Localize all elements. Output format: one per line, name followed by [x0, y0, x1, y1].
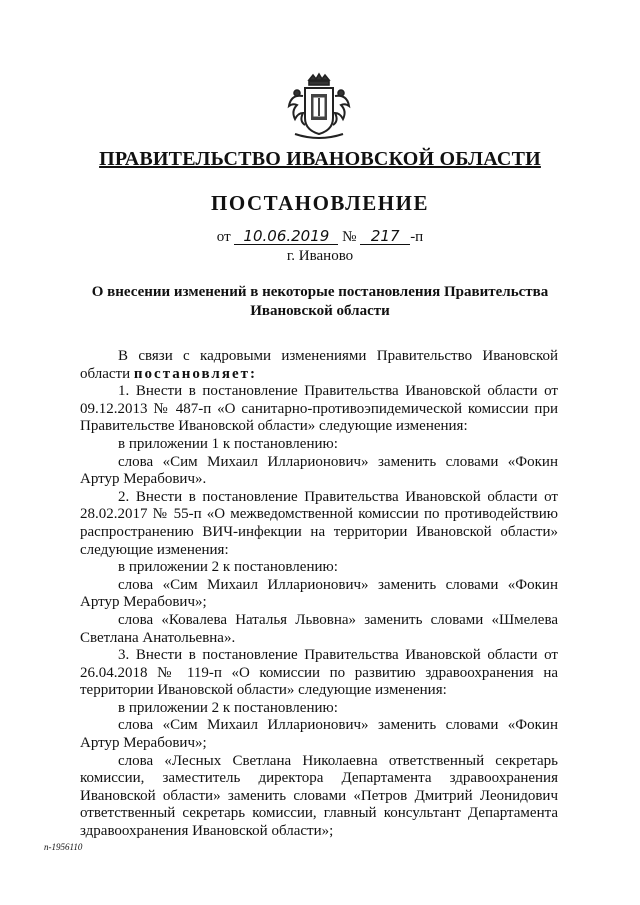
number-suffix: -п — [410, 229, 424, 245]
number-sign: № — [342, 229, 357, 245]
paragraph: слова «Ковалева Наталья Львовна» заменить словами «Шмелева Светлана Анатольевна». — [80, 611, 558, 646]
city: г. Иваново — [286, 248, 354, 264]
intro-paragraph — [80, 348, 558, 383]
government-name: ПРАВИТЕЛЬСТВО ИВАНОВСКОЙ ОБЛАСТИ — [99, 148, 541, 170]
paragraph: в приложении 1 к постановлению: — [118, 435, 338, 452]
date-prefix: от — [216, 229, 231, 245]
decree-word: постановляет: — [133, 365, 257, 382]
coat-of-arms-icon — [283, 72, 355, 144]
paragraph: слова «Сим Михаил Илларионович» заменить словами «Фокин Артур Мерабович»; — [80, 576, 558, 611]
paragraph: слова «Лесных Светлана Николаевна ответственный секретарь комиссии, заместитель директора Департамента здравоохранения Ивановской области» заменить словами «Петров Дмитрий Леонидович ответственный секретарь комиссии, главный консультант Департамента здравоохранения Ивановской области»; — [80, 752, 558, 840]
footer-code: п-1956110 — [44, 842, 83, 852]
paragraph: 3. Внести в постановление Правительства Ивановской области от 26.04.2018 № 119-п «О комиссии по развитию здравоохранения на территории Ивановской области» следующие изменения: — [80, 647, 558, 699]
decree-number: 217 — [360, 228, 410, 245]
decree-date: 10.06.2019 — [234, 228, 338, 245]
intro-text: В связи с кадровыми изменениями Правительство Ивановской области — [80, 348, 558, 382]
paragraph: 2. Внести в постановление Правительства Ивановской области от 28.02.2017 № 55-п «О межведомственной комиссии по противодействию распространению ВИЧ-инфекции на территории Ивановской области» следующие изменения: — [80, 488, 558, 558]
paragraph: в приложении 2 к постановлению: — [118, 699, 338, 716]
paragraph: слова «Сим Михаил Илларионович» заменить словами «Фокин Артур Мерабович». — [80, 453, 558, 488]
decree-body — [80, 348, 558, 841]
paragraph: в приложении 2 к постановлению: — [118, 559, 338, 576]
decree-subject: О внесении изменений в некоторые постановления Правительства Ивановской области — [91, 284, 549, 319]
date-number-line — [0, 228, 640, 246]
document-type: ПОСТАНОВЛЕНИЕ — [211, 191, 429, 215]
paragraph: 1. Внести в постановление Правительства Ивановской области от 09.12.2013 № 487-п «О санитарно-противоэпидемической комиссии при Правительстве Ивановской области» следующие изменения: — [80, 383, 558, 435]
paragraph: слова «Сим Михаил Илларионович» заменить словами «Фокин Артур Мерабович»; — [80, 717, 558, 752]
